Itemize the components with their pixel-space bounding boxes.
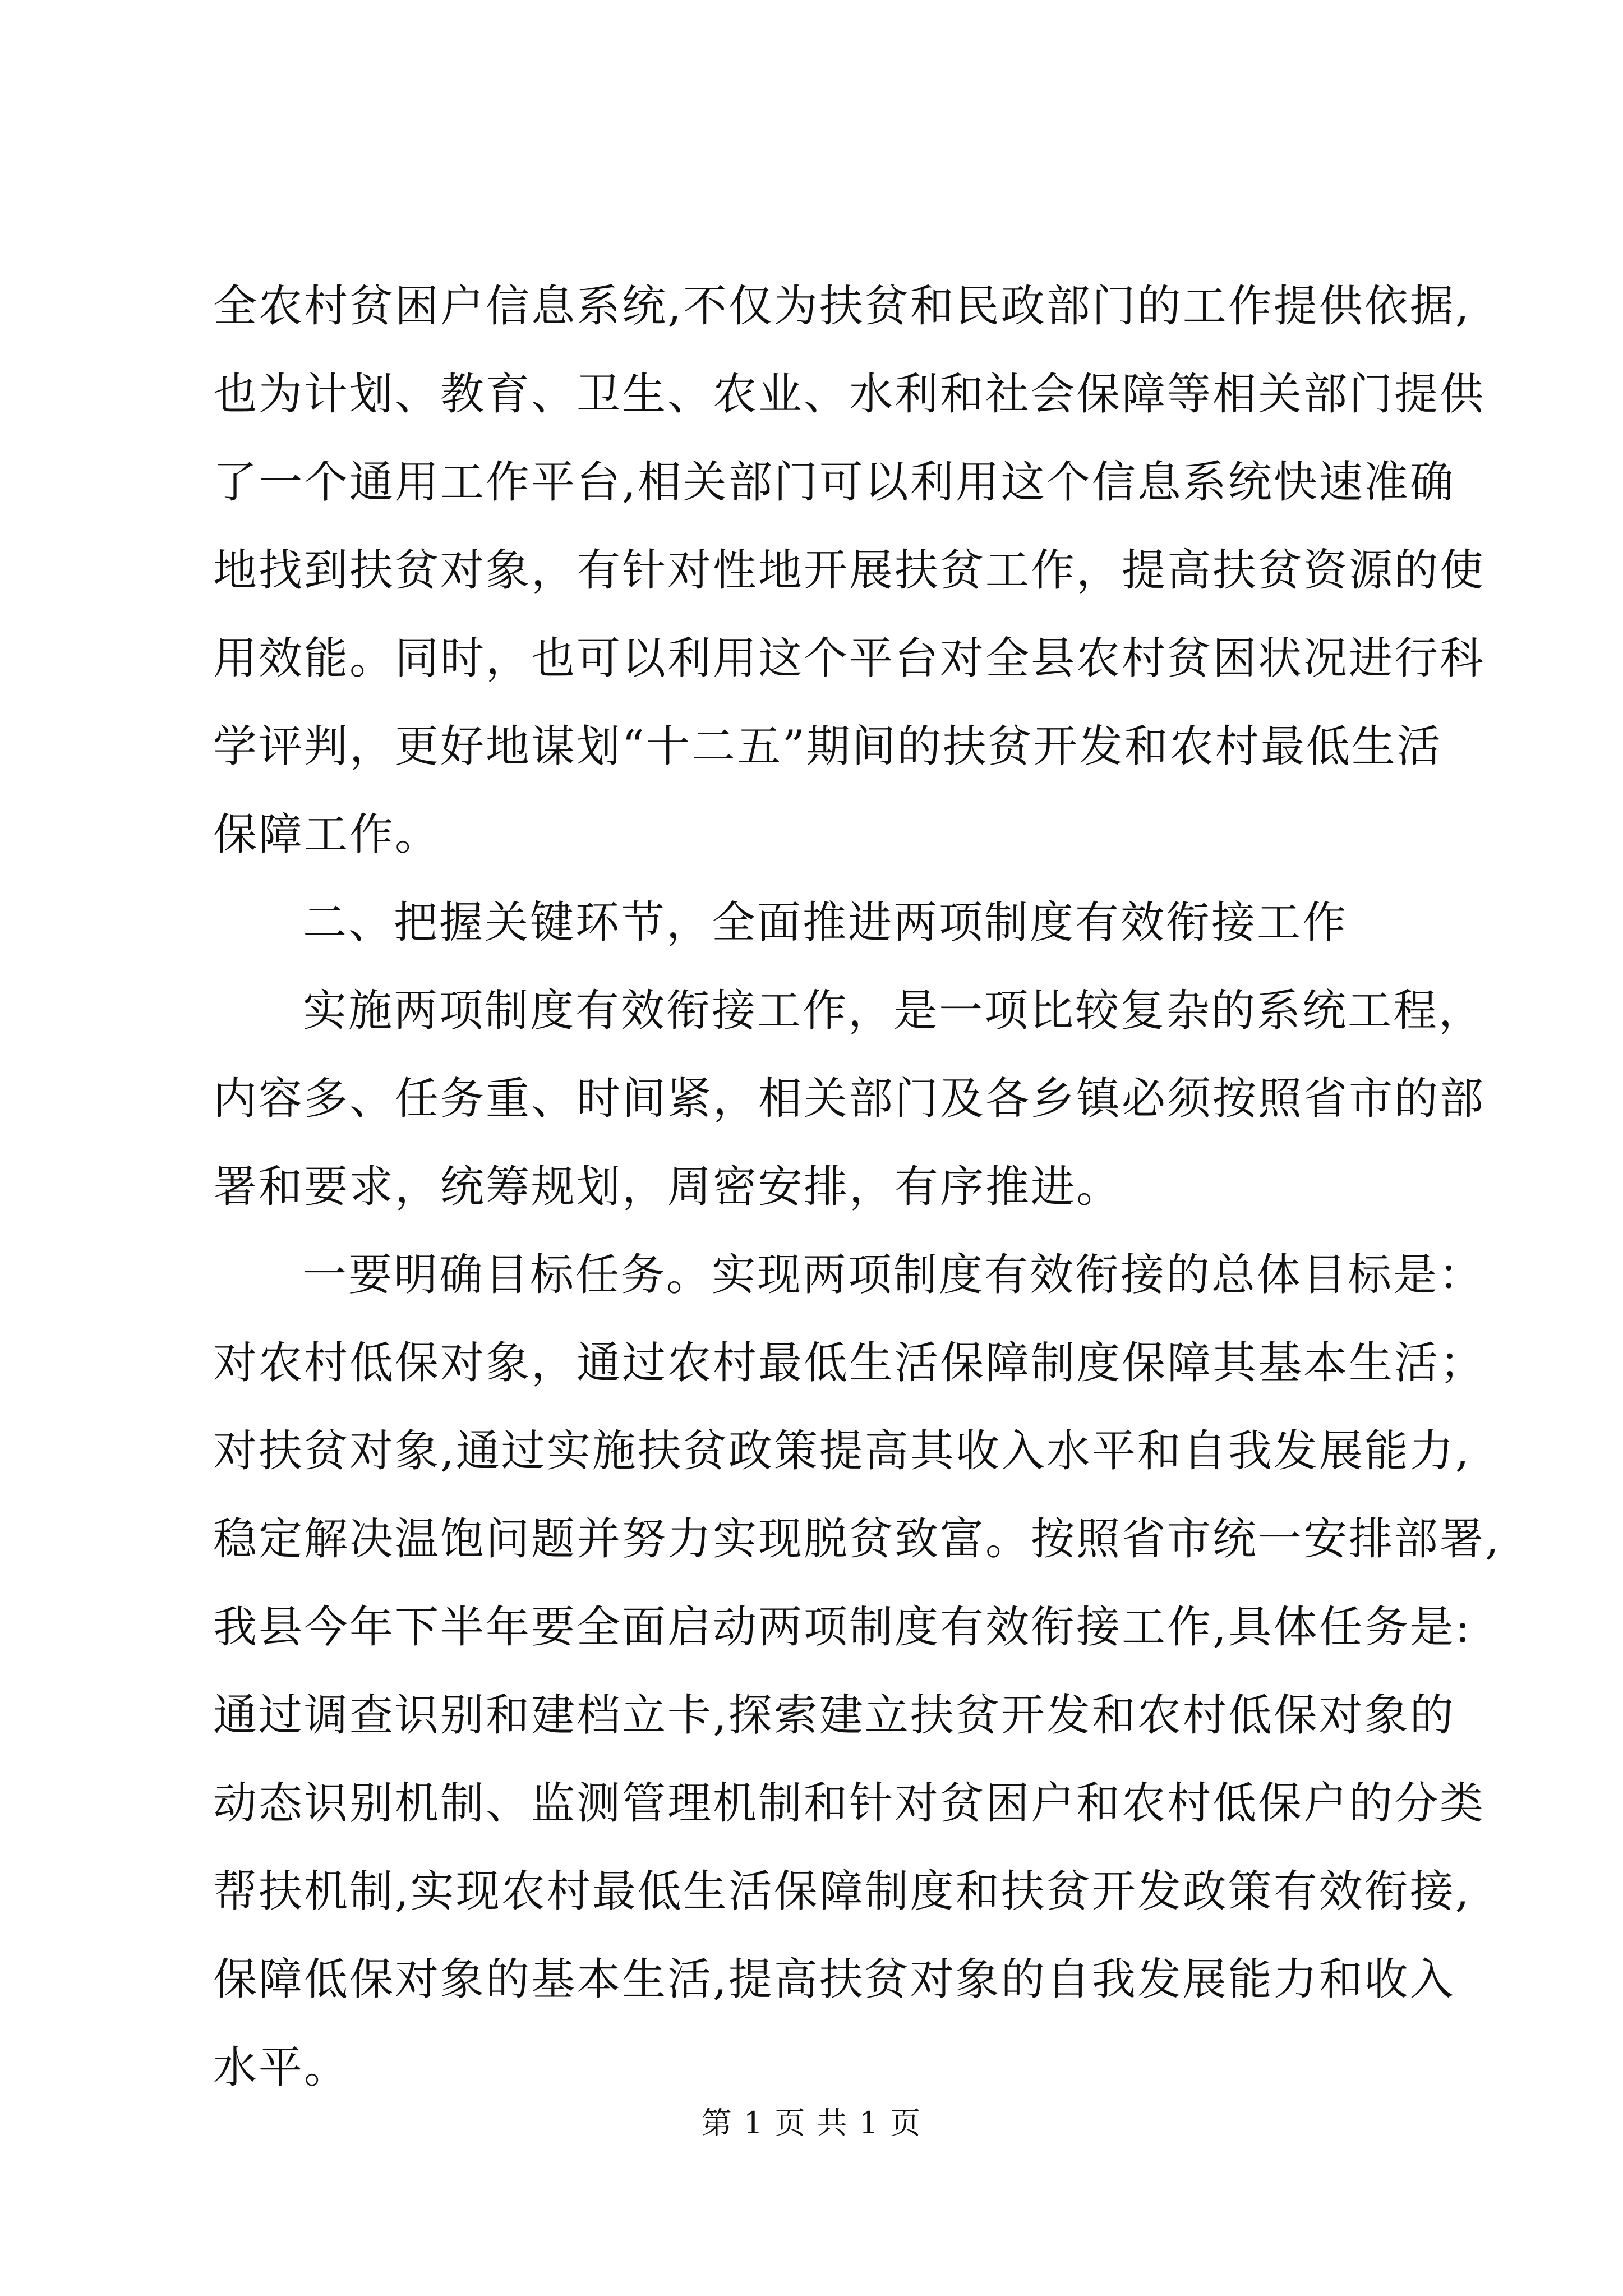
text-line: 地找到扶贫对象，有针对性地开展扶贫工作，提高扶贫资源的使 (213, 545, 1486, 596)
text-line: 对农村低保对象，通过农村最低生活保障制度保障其基本生活； (213, 1338, 1486, 1388)
text-line: 稳定解决温饱问题并努力实现脱贫致富。按照省市统一安排部署, (213, 1514, 1501, 1565)
text-line: 帮扶机制,实现农村最低生活保障制度和扶贫开发政策有效衔接, (213, 1866, 1471, 1917)
section-heading: 二、把握关键环节，全面推进两项制度有效衔接工作 (303, 898, 1348, 948)
text-line: 学评判，更好地谋划“十二五”期间的扶贫开发和农村最低生活 (213, 721, 1442, 772)
text-line: 署和要求，统筹规划，周密安排，有序推进。 (213, 1162, 1122, 1212)
text-line: 保障工作。 (213, 809, 441, 860)
text-line: 动态识别机制、监测管理机制和针对贫困户和农村低保户的分类 (213, 1778, 1486, 1829)
text-line: 保障低保对象的基本生活,提高扶贫对象的自我发展能力和收入 (213, 1954, 1455, 2005)
text-line: 我县今年下半年要全面启动两项制度有效衔接工作,具体任务是: (213, 1602, 1472, 1653)
text-line: 用效能。同时，也可以利用这个平台对全县农村贫困状况进行科 (213, 633, 1486, 684)
body-text (213, 263, 1501, 2112)
text-line: 通过调查识别和建档立卡,探索建立扶贫开发和农村低保对象的 (213, 1690, 1455, 1741)
text-line: 对扶贫对象,通过实施扶贫政策提高其收入水平和自我发展能力, (213, 1426, 1471, 1476)
text-line: 水平。 (213, 2042, 350, 2093)
text-line: 也为计划、教育、卫生、农业、水利和社会保障等相关部门提供 (213, 369, 1486, 420)
text-line: 全农村贫困户信息系统,不仅为扶贫和民政部门的工作提供依据, (213, 281, 1471, 332)
text-line: 一要明确目标任务。实现两项制度有效衔接的总体目标是： (303, 1250, 1484, 1300)
page-number-footer: 第 1 页 共 1 页 (701, 2105, 922, 2141)
text-line: 实施两项制度有效衔接工作，是一项比较复杂的系统工程， (303, 986, 1484, 1036)
text-line: 内容多、任务重、时间紧，相关部门及各乡镇必须按照省市的部 (213, 1074, 1486, 1124)
text-line: 了一个通用工作平台,相关部门可以利用这个信息系统快速准确 (213, 457, 1455, 508)
